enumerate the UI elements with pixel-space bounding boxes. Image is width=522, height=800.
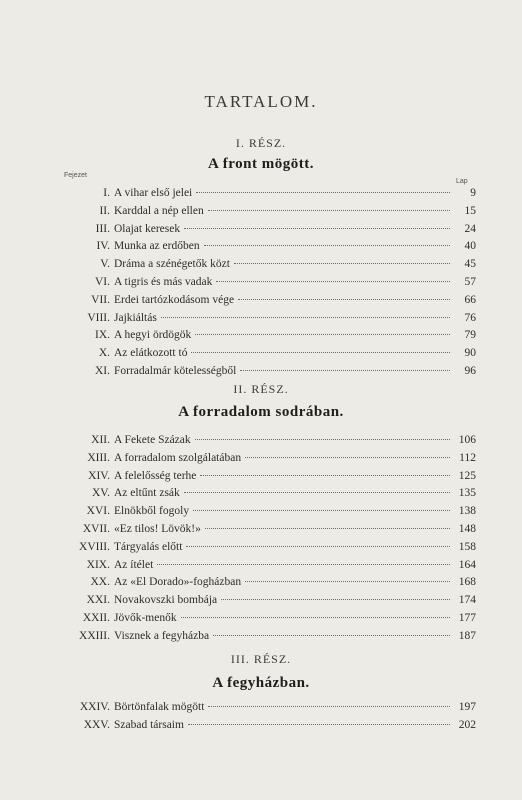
chapter-title: A felelősség terhe [114, 469, 197, 482]
chapter-number: XXIII. [79, 629, 110, 642]
toc-entry [56, 310, 476, 328]
dot-leader [184, 228, 450, 229]
part-2-heading: A forradalom sodrában. [178, 404, 344, 420]
page-number: 158 [458, 540, 476, 553]
chapter-number: XIX. [86, 558, 110, 571]
page-number: 66 [464, 293, 476, 306]
chapter-title: Forradalmár kötelességből [114, 364, 237, 377]
toc-entry [56, 503, 476, 521]
chapter-number: XXIV. [79, 701, 110, 713]
page-number: 76 [464, 311, 476, 324]
chapter-number: XX. [90, 576, 110, 589]
page-number: 168 [458, 576, 476, 589]
chapter-title: Jajkiáltás [114, 311, 157, 324]
part-2-label: II. RÉSZ. [233, 382, 289, 396]
chapter-number: VIII. [87, 311, 110, 324]
chapter-number: IV. [96, 240, 110, 253]
part-3-heading: A fegyházban. [212, 675, 310, 691]
toc-entry [56, 274, 476, 292]
dot-leader [195, 439, 450, 440]
chapter-title: Az elátkozott tó [114, 347, 188, 360]
page-number: 96 [464, 364, 476, 377]
page-number: 79 [464, 329, 476, 342]
toc-entry [56, 521, 476, 539]
dot-leader [196, 192, 450, 193]
toc-entry [56, 450, 476, 468]
chapter-title: Karddal a nép ellen [114, 204, 204, 217]
chapter-number: X. [98, 347, 110, 360]
dot-leader [221, 599, 450, 600]
chapter-title: Börtönfalak mögött [114, 701, 205, 713]
toc-entry [56, 539, 476, 557]
chapter-title: Munka az erdőben [114, 240, 200, 253]
chapter-number: XVI. [86, 505, 110, 518]
toc-list-part-3 [56, 699, 476, 735]
chapter-title: Szabad társaim [114, 718, 184, 731]
chapter-number: XII. [91, 434, 110, 446]
dot-leader [195, 334, 450, 335]
page-number: 197 [458, 701, 476, 713]
dot-leader [200, 475, 450, 476]
chapter-number: XXI. [86, 594, 110, 607]
dot-leader [216, 281, 450, 282]
chapter-number: XIII. [87, 451, 110, 464]
toc-entry [56, 610, 476, 628]
dot-leader [208, 706, 450, 707]
chapter-column-label: Fejezet [64, 172, 87, 179]
chapter-number: III. [95, 222, 110, 235]
page-number: 202 [458, 718, 476, 731]
toc-entry [56, 292, 476, 310]
chapter-number: XV. [91, 487, 110, 500]
page-number: 106 [458, 434, 476, 446]
page-number: 57 [464, 275, 476, 288]
page-column-label: Lap [456, 178, 468, 185]
chapter-title: Tárgyalás előtt [114, 540, 183, 553]
chapter-title: Olajat keresek [114, 222, 181, 235]
toc-entry [56, 557, 476, 575]
chapter-title: A Fekete Százak [114, 434, 191, 446]
chapter-number: XI. [94, 364, 110, 377]
part-3-label: III. RÉSZ. [230, 652, 292, 666]
dot-leader [161, 317, 450, 318]
page-number: 112 [459, 451, 476, 464]
chapter-number: V. [100, 258, 110, 271]
chapter-number: XXV. [83, 718, 110, 731]
chapter-title: A tigris és más vadak [114, 275, 213, 288]
page-number: 187 [458, 629, 476, 642]
page-number: 177 [458, 611, 476, 624]
page-number: 125 [458, 469, 476, 482]
page-title: TARTALOM. [204, 92, 318, 111]
dot-leader [208, 210, 450, 211]
dot-leader [193, 510, 450, 511]
page-number: 9 [470, 187, 476, 199]
part-1-label: I. RÉSZ. [235, 136, 287, 150]
chapter-title: Elnökből fogoly [114, 505, 190, 518]
chapter-number: I. [103, 187, 110, 199]
toc-entry [56, 574, 476, 592]
chapter-title: A hegyi ördögök [114, 329, 192, 342]
dot-leader [213, 635, 450, 636]
dot-leader [234, 263, 450, 264]
toc-list-part-2 [56, 432, 476, 646]
page-number: 138 [458, 505, 476, 518]
chapter-number: VII. [91, 293, 110, 306]
toc-entry [56, 185, 476, 203]
chapter-number: II. [99, 204, 110, 217]
dot-leader [191, 352, 450, 353]
chapter-title: Visznek a fegyházba [114, 629, 210, 642]
toc-entry [56, 717, 476, 735]
dot-leader [245, 581, 450, 582]
toc-entry [56, 221, 476, 239]
chapter-title: «Ez tilos! Lövök!» [114, 522, 201, 535]
dot-leader [238, 299, 450, 300]
dot-leader [204, 245, 450, 246]
page-number: 174 [458, 594, 476, 607]
toc-entry [56, 699, 476, 717]
toc-entry [56, 345, 476, 363]
part-1-heading: A front mögött. [208, 156, 314, 172]
page-number: 164 [458, 558, 476, 571]
chapter-title: A forradalom szolgálatában [114, 451, 242, 464]
toc-entry [56, 628, 476, 646]
chapter-number: XIV. [88, 469, 110, 482]
dot-leader [181, 617, 450, 618]
page-number: 24 [464, 222, 476, 235]
toc-entry [56, 256, 476, 274]
page-number: 148 [458, 522, 476, 535]
toc-entry [56, 327, 476, 345]
toc-entry [56, 363, 476, 381]
toc-entry [56, 238, 476, 256]
toc-entry [56, 203, 476, 221]
page-number: 15 [464, 204, 476, 217]
toc-list-part-1 [56, 185, 476, 381]
chapter-title: Az eltűnt zsák [114, 487, 180, 500]
dot-leader [184, 492, 450, 493]
toc-entry [56, 432, 476, 450]
page-number: 90 [464, 347, 476, 360]
toc-entry [56, 592, 476, 610]
dot-leader [245, 457, 450, 458]
chapter-title: Az «El Dorado»-fogházban [114, 576, 242, 589]
chapter-title: Dráma a szénégetők közt [114, 258, 230, 271]
toc-entry [56, 468, 476, 486]
chapter-title: Az ítélet [114, 558, 154, 571]
page-number: 40 [464, 240, 476, 253]
dot-leader [188, 724, 450, 725]
chapter-title: Novakovszki bombája [114, 594, 218, 607]
chapter-number: VI. [94, 275, 110, 288]
toc-entry [56, 485, 476, 503]
dot-leader [205, 528, 450, 529]
chapter-number: IX. [94, 329, 110, 342]
chapter-number: XXII. [82, 611, 110, 624]
page-number: 45 [464, 258, 476, 271]
dot-leader [240, 370, 450, 371]
dot-leader [186, 546, 450, 547]
chapter-title: Jövők-menők [114, 611, 177, 624]
dot-leader [157, 564, 450, 565]
chapter-title: Erdei tartózkodásom vége [114, 293, 235, 306]
chapter-number: XVII. [82, 522, 110, 535]
chapter-title: A vihar első jelei [114, 187, 193, 199]
chapter-number: XVIII. [79, 540, 110, 553]
page-number: 135 [458, 487, 476, 500]
